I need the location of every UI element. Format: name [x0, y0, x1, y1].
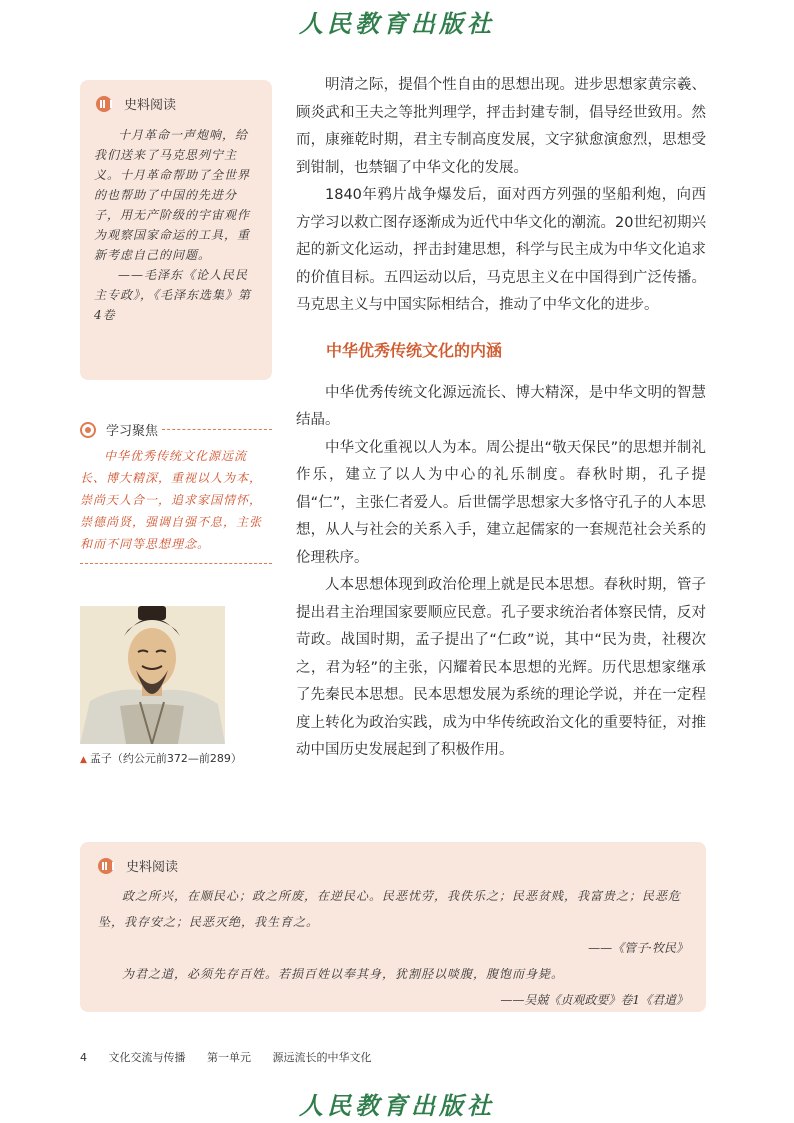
bottom-reading-source-1: ——《管子·牧民》	[588, 941, 688, 955]
page-footer	[80, 1049, 388, 1065]
portrait-caption	[80, 750, 242, 766]
bottom-reading-header	[98, 856, 688, 875]
triangle-icon: ▲	[80, 755, 87, 765]
publisher-logo-bottom: 人民教育出版社	[299, 1091, 495, 1120]
target-icon	[80, 422, 96, 438]
mencius-portrait	[80, 606, 225, 744]
bottom-reading-text-1: 政之所兴，在顺民心；政之所废，在逆民心。民恶忧劳，我佚乐之；民恶贫贱，我富贵之；民恶危坠，我存安之；民恶灭绝，我生育之。	[98, 889, 682, 929]
main-content	[296, 72, 706, 765]
sidebar-reading-header	[96, 94, 258, 113]
chapter-title: 源远流长的中华文化	[272, 1051, 372, 1064]
paragraph: 中华优秀传统文化源远流长、博大精深，是中华文明的智慧结晶。	[296, 384, 706, 428]
divider	[80, 563, 272, 564]
sidebar-reading-text: 十月革命一声炮响，给我们送来了马克思列宁主义。十月革命帮助了全世界的也帮助了中国的先进分子，用无产阶级的宇宙观作为观察国家命运的工具，重新考虑自己的问题。	[94, 128, 251, 262]
book-icon	[96, 96, 112, 112]
paragraph: 人本思想体现到政治伦理上就是民本思想。春秋时期，管子提出君主治理国家要顺应民意。孔子要求统治者体察民情，反对苛政。战国时期，孟子提出了“仁政”说，其中“民为贵，社稷次之，君为轻”的主张，闪耀着民本思想的光辉。历代思想家继承了先秦民本思想。民本思想发展为系统的理论学说，并在一定程度上转化为政治实践，成为中华传统政治文化的重要特征，对推动中国历史发展起到了积极作用。	[296, 577, 706, 758]
sidebar-reading-title: 史料阅读	[124, 98, 177, 113]
learning-focus-header	[80, 420, 272, 439]
bottom-reading-title: 史料阅读	[126, 860, 179, 875]
learning-focus	[80, 420, 272, 564]
sidebar-reading-box	[80, 80, 272, 380]
divider	[162, 429, 272, 430]
paragraph: 明清之际，提倡个性自由的思想出现。进步思想家黄宗羲、顾炎武和王夫之等批判理学，抨击封建专制，倡导经世致用。然而，康雍乾时期，君主专制高度发展，文字狱愈演愈烈，思想受到钳制，也禁锢了中华文化的发展。	[296, 77, 706, 176]
bottom-reading-source-2: ——吴兢《贞观政要》卷1《君道》	[500, 993, 688, 1007]
paragraph: 1840年鸦片战争爆发后，面对西方列强的坚船利炮，向西方学习以救亡图存逐渐成为近代中华文化的潮流。20世纪初期兴起的新文化运动，抨击封建思想，科学与民主成为中华文化追求的价值目标。五四运动以后，马克思主义在中国得到广泛传播。马克思主义与中国实际相结合，推动了中华文化的进步。	[296, 187, 706, 313]
portrait-caption-text: 孟子（约公元前372—前289）	[89, 752, 242, 765]
book-icon	[98, 858, 114, 874]
paragraph: 中华文化重视以人为本。周公提出“敬天保民”的思想并制礼作乐，建立了以人为中心的礼乐制度。春秋时期，孔子提倡“仁”，主张仁者爱人。后世儒学思想家大多恪守孔子的人本思想，从人与社会的关系入手，建立起儒家的一套规范社会关系的伦理秩序。	[296, 439, 706, 566]
bottom-reading-box	[80, 842, 706, 1012]
bottom-reading-text-2: 为君之道，必须先存百姓。若损百姓以奉其身，犹割胫以啖腹，腹饱而身毙。	[122, 967, 565, 981]
book-title: 文化交流与传播	[108, 1051, 186, 1064]
page-number: 4	[80, 1051, 87, 1064]
unit-label: 第一单元	[207, 1051, 251, 1064]
publisher-logo-top: 人民教育出版社	[299, 9, 495, 38]
learning-focus-text: 中华优秀传统文化源远流长、博大精深，重视以人为本，崇尚天人合一，追求家国情怀，崇德尚贤，强调自强不息，主张和而不同等思想理念。	[80, 449, 263, 551]
learning-focus-title: 学习聚焦	[106, 424, 159, 439]
section-heading: 中华优秀传统文化的内涵	[326, 340, 503, 360]
sidebar-reading-source: ——毛泽东《论人民民主专政》，《毛泽东选集》第4卷	[94, 268, 252, 322]
